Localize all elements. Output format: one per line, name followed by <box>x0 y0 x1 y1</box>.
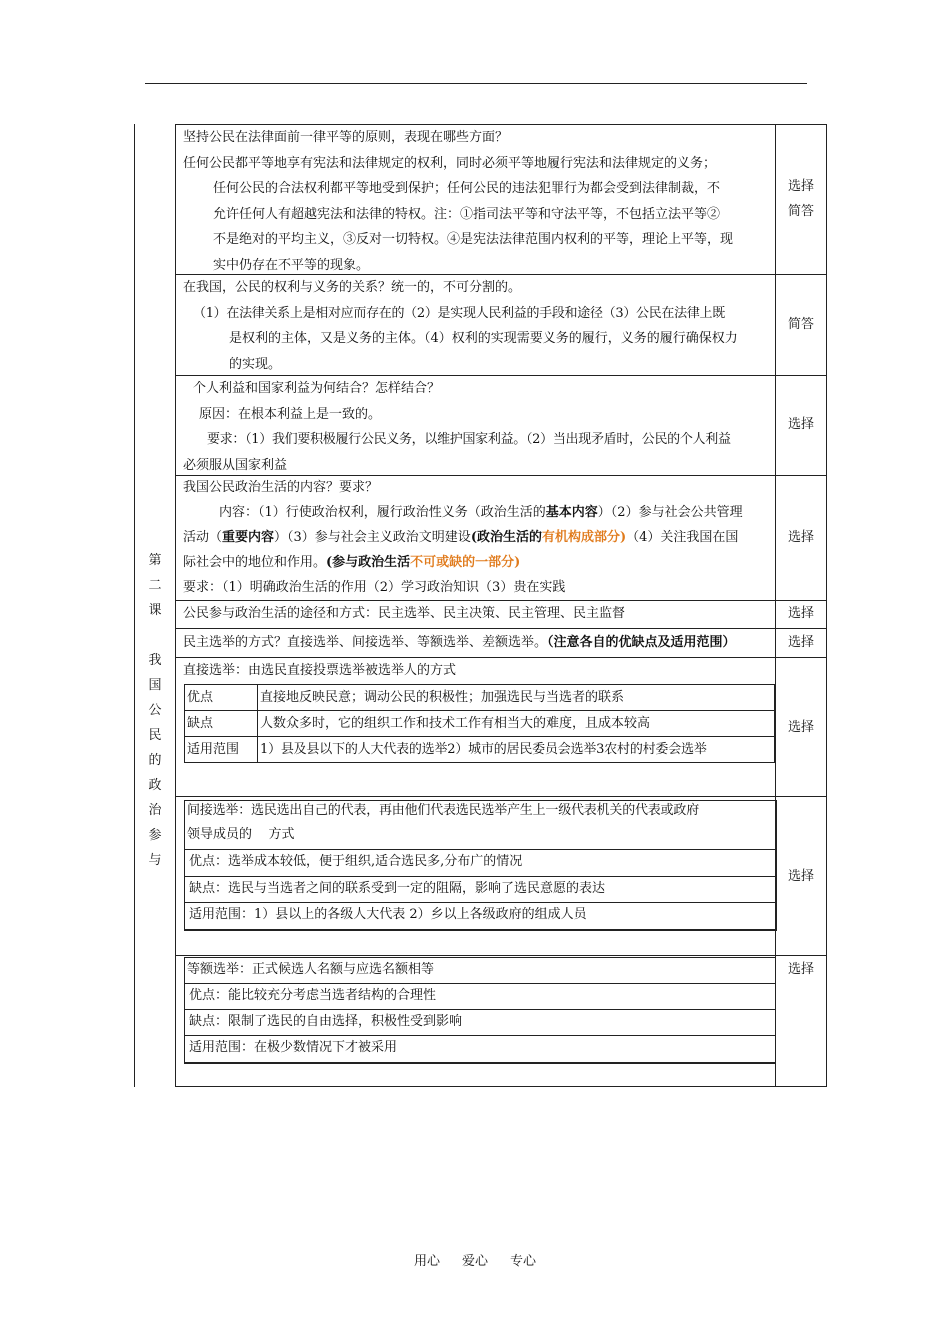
table-border-right <box>826 124 827 1087</box>
answer-line: 际社会中的地位和作用。(参与政治生活不可或缺的一部分) <box>183 555 521 570</box>
table-row <box>185 737 775 763</box>
table-cell: 优点 <box>185 685 258 711</box>
table-border-bottom <box>175 1086 827 1087</box>
question-type-tag: 选择 <box>787 720 814 735</box>
row-divider <box>175 955 827 956</box>
question: 个人利益和国家利益为何结合？怎样结合？ <box>193 381 441 396</box>
row-rights-duties <box>183 275 771 377</box>
equal-election-title: 等额选举：正式候选人名额与应选名额相等 <box>187 962 435 977</box>
row-equality <box>183 125 771 278</box>
row-election-types: 民主选举的方式？直接选举、间接选举、等额选举、差额选举。（注意各自的优缺点及适用范围） <box>183 635 736 650</box>
table-row <box>185 711 775 737</box>
table-divider-lesson <box>175 124 176 1087</box>
question-type-tag: 简答 <box>787 317 814 332</box>
row-political-life <box>183 475 771 600</box>
answer-line: 内容：（1）行使政治权利，履行政治性义务（政治生活的基本内容）（2）参与社会公共管理 <box>219 505 743 520</box>
table-border-left <box>134 124 135 1087</box>
direct-election-table <box>184 684 775 763</box>
indirect-advantage: 优点：选举成本较低，便于组织,适合选民多,分布广的情况 <box>189 854 523 869</box>
row-participation-ways: 公民参与政治生活的途径和方式：民主选举、民主决策、民主管理、民主监督 <box>183 606 626 621</box>
header-rule <box>145 83 807 84</box>
question-type-tag: 选择 <box>787 869 814 884</box>
table-cell: 1）县及县以下的人大代表的选举2）城市的居民委员会选举3农村的村委会选举 <box>258 737 775 763</box>
row-interests <box>183 376 771 478</box>
lesson-label: 第 二 课 我 国 公 民 的 政 治 参 与 <box>148 553 162 868</box>
answer-line: 实中仍存在不平等的现象。 <box>213 257 370 273</box>
table-row <box>185 685 775 711</box>
equal-disadvantage: 缺点：限制了选民的自由选择，积极性受到影响 <box>189 1014 463 1029</box>
indirect-election-title: 间接选举：选民选出自己的代表，再由他们代表选民选举产生上一级代表机关的代表或政府 领导成员的 方式 <box>187 803 700 842</box>
question-type-tag: 选择 <box>787 635 814 650</box>
answer-line: 原因：在根本利益上是一致的。 <box>199 406 382 422</box>
question-type-tag: 选择 简答 <box>787 179 814 219</box>
page-footer: 用心 爱心 专心 <box>413 1254 537 1269</box>
table-cell: 直接地反映民意；调动公民的积极性；加强选民与当选者的联系 <box>258 685 775 711</box>
answer-line: 任何公民的合法权利都平等地受到保护；任何公民的违法犯罪行为都会受到法律制裁，不 <box>213 181 721 196</box>
table-cell: 缺点 <box>185 711 258 737</box>
question-type-tag: 选择 <box>787 417 814 432</box>
question: 在我国，公民的权利与义务的关系？统一的，不可分割的。 <box>183 280 522 295</box>
answer-line: 的实现。 <box>229 356 282 372</box>
indirect-scope: 适用范围：1）县以上的各级人大代表 2）乡以上各级政府的组成人员 <box>189 907 587 922</box>
question: 我国公民政治生活的内容？要求？ <box>183 480 379 495</box>
table-cell: 适用范围 <box>185 737 258 763</box>
row-divider <box>175 796 827 797</box>
equal-advantage: 优点：能比较充分考虑当选者结构的合理性 <box>189 988 437 1003</box>
table-cell: 人数众多时，它的组织工作和技术工作有相当大的难度，且成本较高 <box>258 711 775 737</box>
question-type-tag: 选择 <box>787 962 814 977</box>
question-type-tag: 选择 <box>787 530 814 545</box>
answer-line: 不是绝对的平均主义，③反对一切特权。④是宪法法律范围内权利的平等，理论上平等，现 <box>213 232 734 247</box>
indirect-disadvantage: 缺点：选民与当选者之间的联系受到一定的阻隔，影响了选民意愿的表达 <box>189 881 606 896</box>
answer-line: 要求：（1）明确政治生活的作用（2）学习政治知识（3）贵在实践 <box>183 580 566 595</box>
answer-line: 是权利的主体，又是义务的主体。（4）权利的实现需要义务的履行，义务的履行确保权力 <box>229 331 738 346</box>
direct-election-title: 直接选举：由选民直接投票选举被选举人的方式 <box>183 663 457 678</box>
answer-line: 要求：（1）我们要积极履行公民义务，以维护国家利益。（2）当出现矛盾时，公民的个人利益 <box>207 432 731 447</box>
question-type-tag: 选择 <box>787 606 814 621</box>
row-divider <box>175 628 827 629</box>
answer-line: （1）在法律关系上是相对应而存在的（2）是实现人民利益的手段和途径（3）公民在法律上既 <box>193 305 725 321</box>
answer-line: 允许任何人有超越宪法和法律的特权。注：①指司法平等和守法平等，不包括立法平等② <box>213 206 721 222</box>
answer-line: 活动（重要内容）（3）参与社会主义政治文明建设(政治生活的有机构成部分)（4）关注我国在国 <box>183 530 739 545</box>
question: 坚持公民在法律面前一律平等的原则，表现在哪些方面？ <box>183 130 509 145</box>
equal-scope: 适用范围：在极少数情况下才被采用 <box>189 1040 398 1055</box>
answer-line: 必须服从国家利益 <box>183 457 288 473</box>
answer-line: 任何公民都平等地享有宪法和法律规定的权利，同时必须平等地履行宪法和法律规定的义务； <box>183 155 717 171</box>
table-divider-tag <box>775 124 776 1087</box>
